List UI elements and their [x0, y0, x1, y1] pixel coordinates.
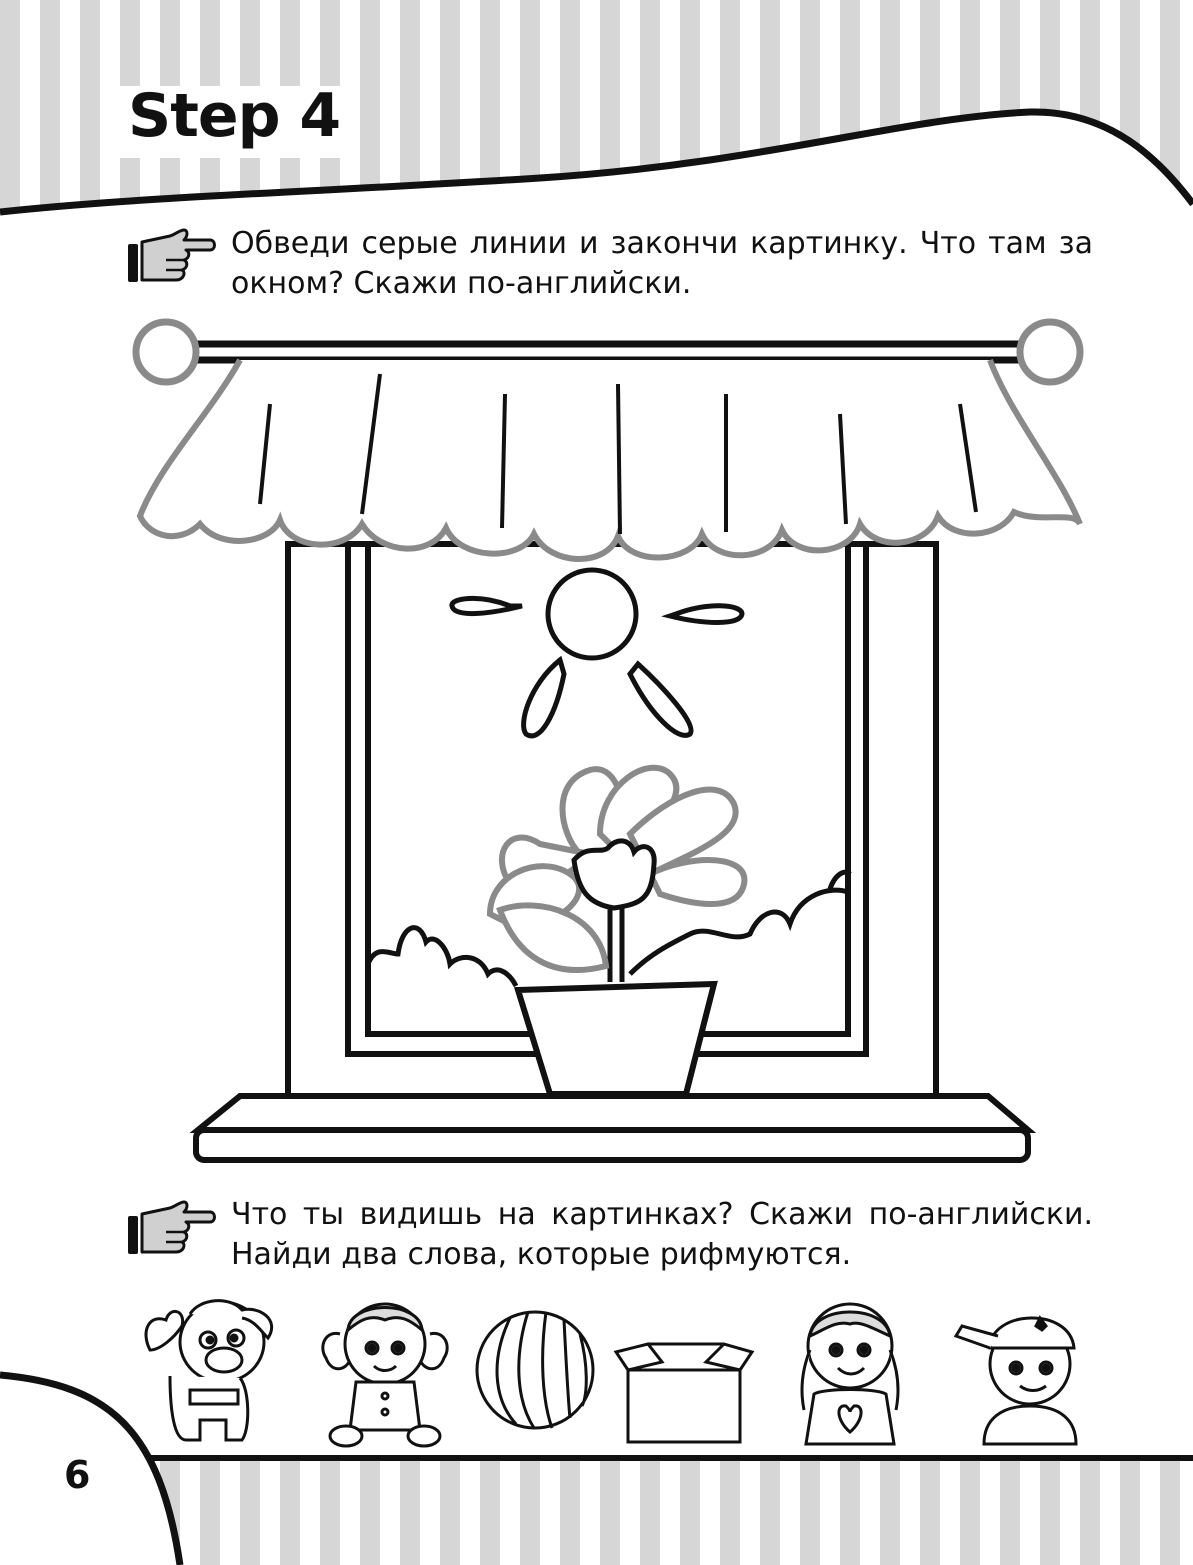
- dog-icon: [130, 1290, 280, 1450]
- boy-icon: [950, 1290, 1100, 1450]
- pointing-hand-icon: [126, 224, 216, 284]
- curtain: [140, 360, 1080, 559]
- footer-stripes: [150, 1458, 1193, 1565]
- flower-pot: [518, 984, 714, 1094]
- doll-icon: [310, 1290, 460, 1450]
- page-title: Step 4: [128, 81, 341, 151]
- page-number: 6: [64, 1453, 91, 1497]
- sun: [452, 570, 742, 736]
- windowsill: [196, 1096, 1028, 1160]
- pictures-row: [120, 1290, 1100, 1450]
- task-2-instruction: Что ты видишь на картинках? Скажи по-английски. Найди два слова, которые рифмуются.: [231, 1197, 1093, 1272]
- flower-head: [574, 841, 654, 908]
- ball-icon: [470, 1290, 600, 1450]
- pointing-hand-icon: [126, 1196, 216, 1256]
- task-1-instruction: Обведи серые линии и закончи картинку. Что там за окном? Скажи по-английски.: [231, 226, 1093, 301]
- window-drawing: [130, 314, 1090, 1174]
- box-icon: [608, 1290, 758, 1450]
- flower-stem: [610, 908, 622, 982]
- flower-leaf: [500, 905, 606, 970]
- girl-icon: [780, 1290, 920, 1450]
